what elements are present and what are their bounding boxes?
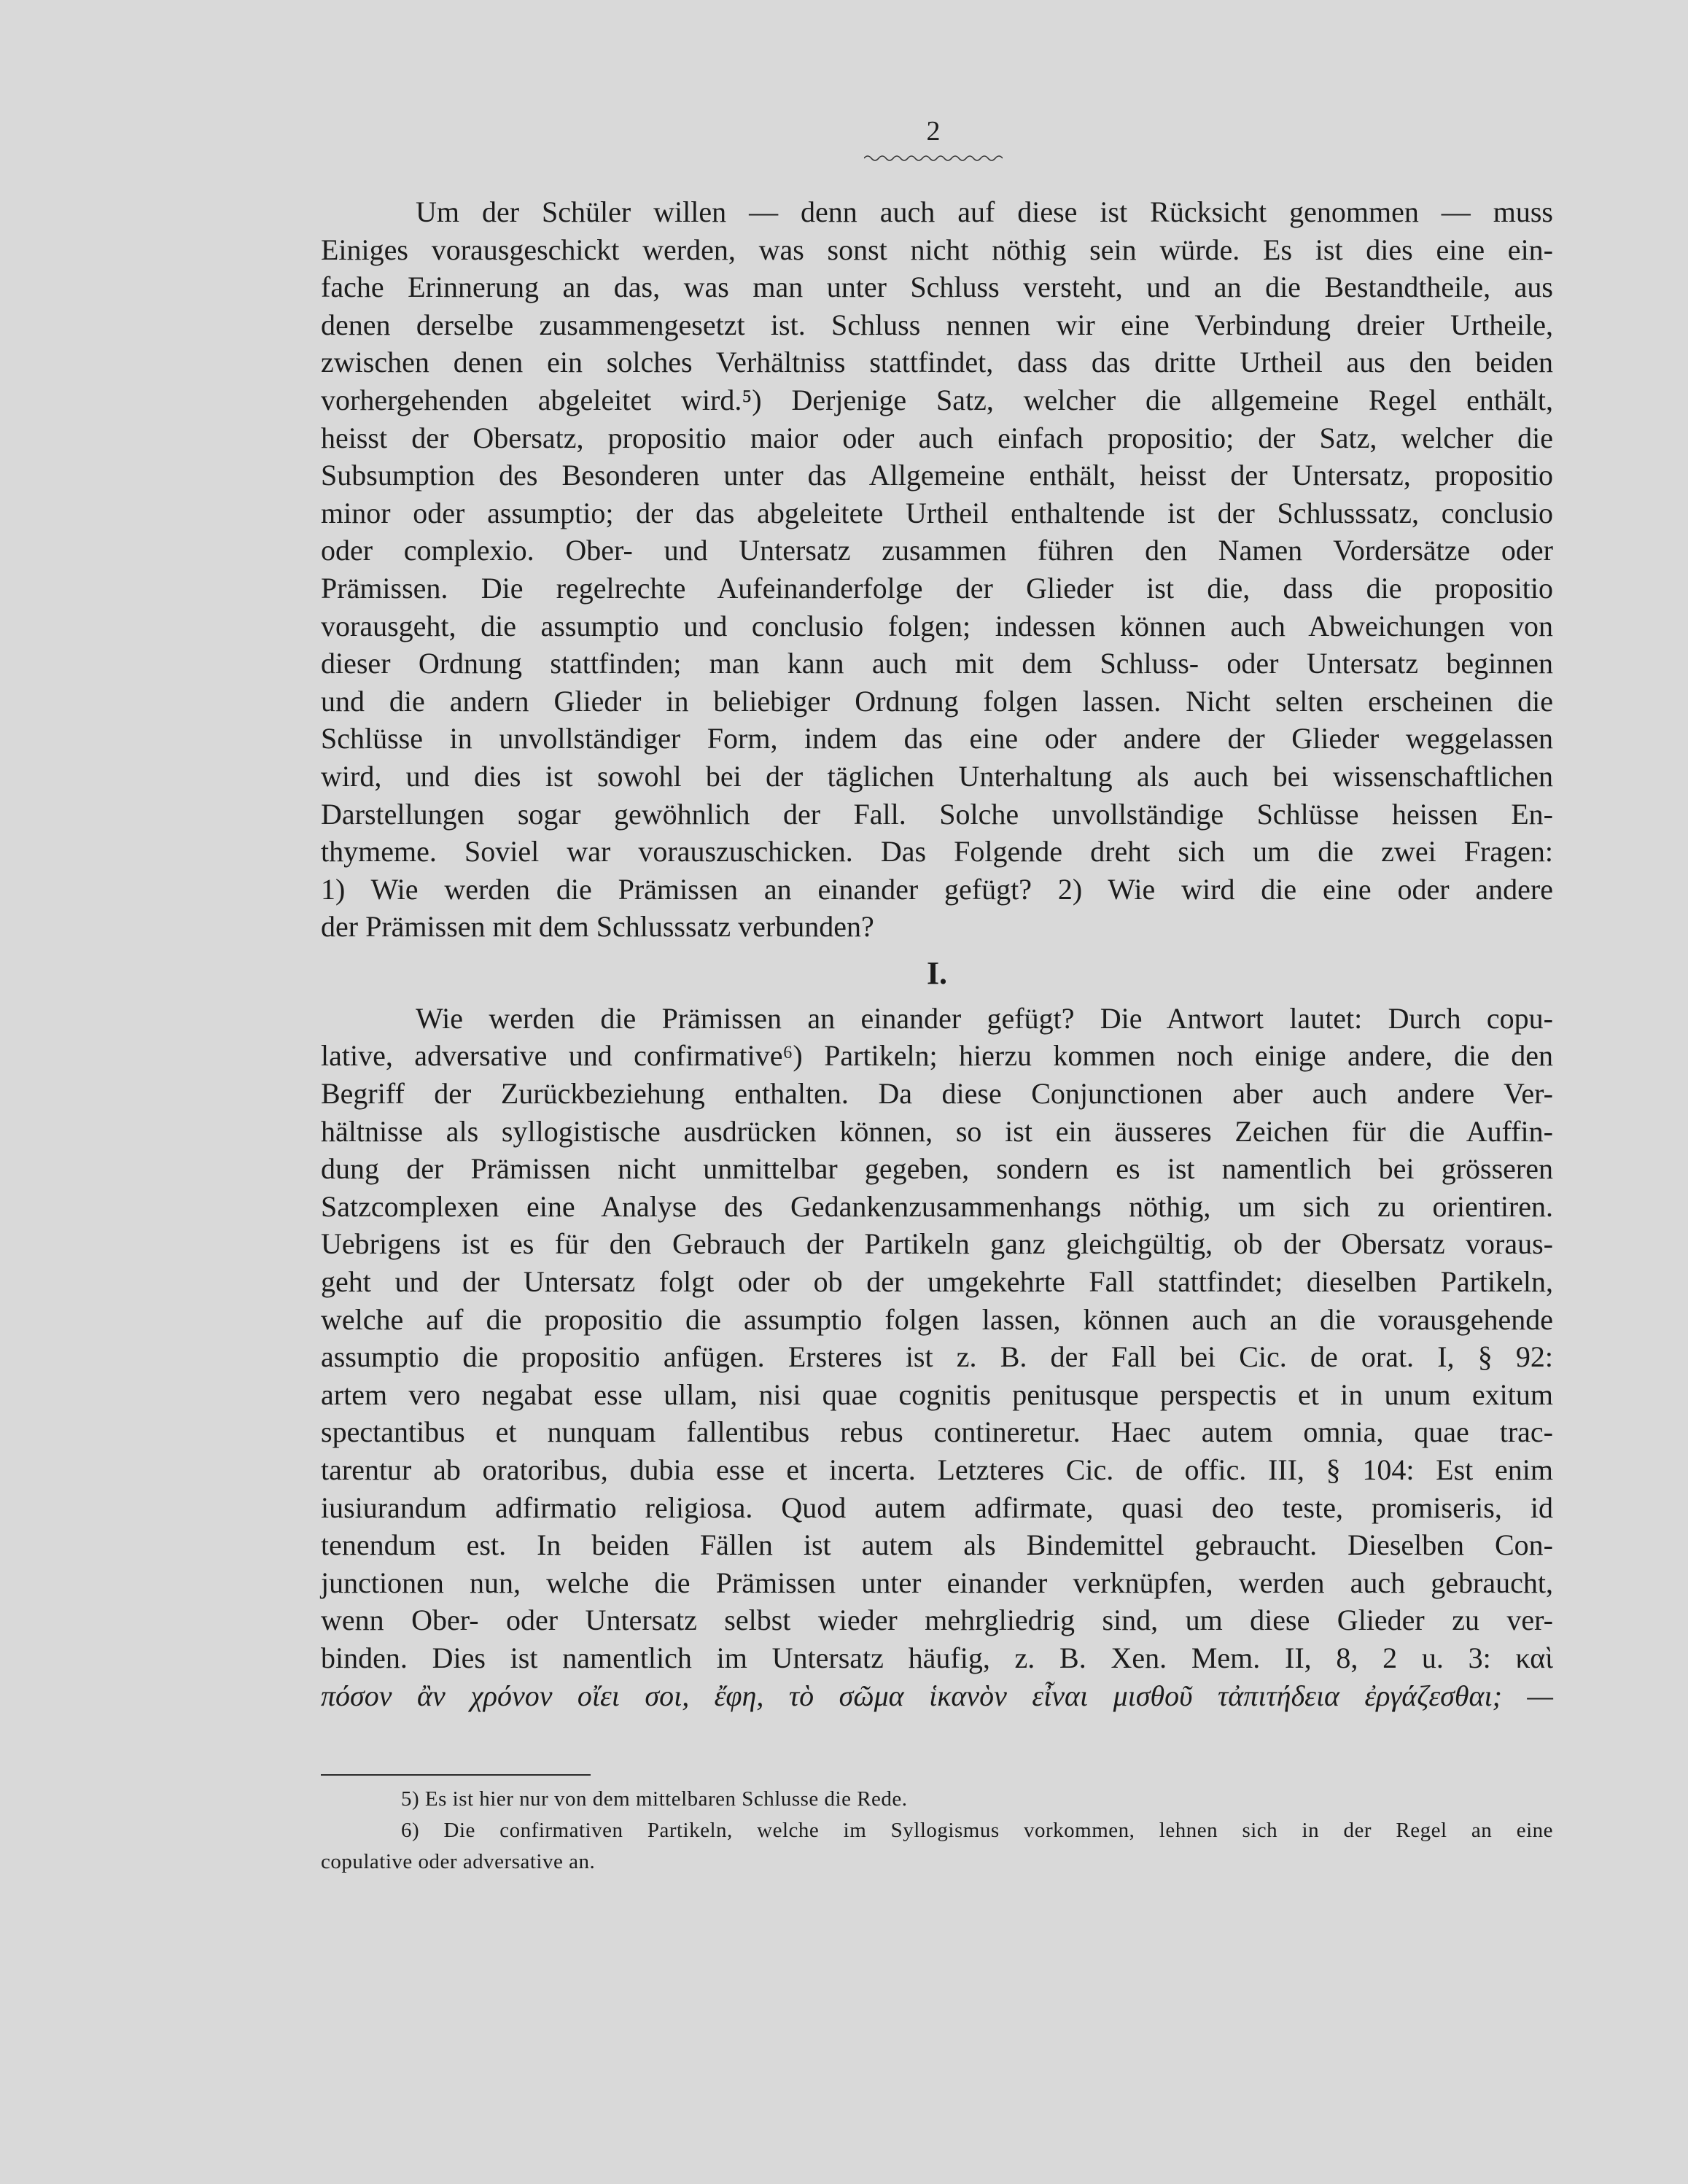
text-line: welche auf die propositio die assumptio folgen lassen, können auch an die vorausgehende [321,1302,1553,1336]
text-line: junctionen nun, welche die Prämissen unter einander verknüpfen, werden auch gebraucht, [321,1566,1553,1599]
text-line: Begriff der Zurückbeziehung enthalten. Da diese Conjunctionen aber auch andere Ver- [321,1077,1553,1111]
text-line: wird, und dies ist sowohl bei der täglichen Unterhaltung als auch bei wissenschaftlichen [321,759,1553,793]
wavy-ornament [864,153,1003,163]
text-line: binden. Dies ist namentlich im Untersatz häufig, z. B. Xen. Mem. II, 8, 2 u. 3: καὶ [321,1641,1553,1674]
text-line: dung der Prämissen nicht unmittelbar gegeben, sondern es ist namentlich bei grösseren [321,1152,1553,1186]
text-line: tarentur ab oratoribus, dubia esse et incerta. Letzteres Cic. de offic. III, § 104: Est enim [321,1453,1553,1486]
text-line: lative, adversative und confirmative⁶) Partikeln; hierzu kommen noch einige andere, die den [321,1039,1553,1073]
text-line: iusiurandum adfirmatio religiosa. Quod autem adfirmate, quasi deo teste, promiseris, id [321,1491,1553,1524]
text-line: artem vero negabat esse ullam, nisi quae cognitis penitusque perspectis et in unum exitum [321,1377,1553,1411]
text-line: hältnisse als syllogistische ausdrücken können, so ist ein äusseres Zeichen für die Auffin- [321,1114,1553,1148]
greek-quotation-line: πόσον ἂν χρόνον οἴει σοι, ἔφη, τὸ σῶμα ἱκανὸν εἶναι μισθοῦ τἀπιτήδεια ἐργάζεσθαι; — [321,1679,1553,1712]
footnotes [321,1784,1553,1878]
text-line: Wie werden die Prämissen an einander gefügt? Die Antwort lautet: Durch copu- [416,1001,1553,1035]
text-line: denen derselbe zusammengesetzt ist. Schluss nennen wir eine Verbindung dreier Urtheile, [321,308,1553,341]
footnote-5: 5) Es ist hier nur von dem mittelbaren Schlusse die Rede. [401,1787,908,1811]
text-line: dieser Ordnung stattfinden; man kann auch mit dem Schluss- oder Untersatz beginnen [321,647,1553,680]
text-line: spectantibus et nunquam fallentibus rebus contineretur. Haec autem omnia, quae trac- [321,1415,1553,1449]
text-line: vorhergehenden abgeleitet wird.⁵) Derjenige Satz, welcher die allgemeine Regel enthält, [321,383,1553,416]
text-line: Uebrigens ist es für den Gebrauch der Partikeln ganz gleichgültig, ob der Obersatz voraus- [321,1227,1553,1261]
intro-paragraph [321,193,1553,946]
text-line: assumptio die propositio anfügen. Ersteres ist z. B. der Fall bei Cic. de orat. I, § 92: [321,1340,1553,1374]
text-line: Einiges vorausgeschickt werden, was sonst nicht nöthig sein würde. Es ist dies eine ein- [321,233,1553,266]
text-line: Schlüsse in unvollständiger Form, indem das eine oder andere der Glieder weggelassen [321,722,1553,755]
section-paragraph [321,1000,1553,1714]
text-line: Um der Schüler willen — denn auch auf diese ist Rücksicht genommen — muss [416,195,1553,228]
text-line: 1) Wie werden die Prämissen an einander gefügt? 2) Wie wird die eine oder andere [321,872,1553,906]
text-line: tenendum est. In beiden Fällen ist autem als Bindemittel gebraucht. Dieselben Con- [321,1528,1553,1562]
text-line: oder complexio. Ober- und Untersatz zusammen führen den Namen Vordersätze oder [321,534,1553,567]
section-heading: I. [926,955,948,991]
text-line: wenn Ober- oder Untersatz selbst wieder mehrgliedrig sind, um diese Glieder zu ver- [321,1604,1553,1637]
text-line: und die andern Glieder in beliebiger Ordnung folgen lassen. Nicht selten erscheinen die [321,684,1553,718]
footnote-6-continuation: copulative oder adversative an. [321,1850,596,1873]
text-line: fache Erinnerung an das, was man unter Schluss versteht, und an die Bestandtheile, aus [321,271,1553,304]
text-line: minor oder assumptio; der das abgeleitete Urtheil enthaltende ist der Schlusssatz, conclusio [321,496,1553,529]
body-text [321,193,1553,1714]
text-line: heisst der Obersatz, propositio maior oder auch einfach propositio; der Satz, welcher die [321,421,1553,454]
text-line: vorausgeht, die assumptio und conclusio folgen; indessen können auch Abweichungen von [321,609,1553,642]
text-line: der Prämissen mit dem Schlusssatz verbunden? [321,910,874,944]
text-line: Satzcomplexen eine Analyse des Gedankenzusammenhangs nöthig, um sich zu orientiren. [321,1189,1553,1223]
footnote-6: 6) Die confirmativen Partikeln, welche im Syllogismus vorkommen, lehnen sich in der Regel an eine [401,1819,1553,1842]
page-number: 2 [926,116,941,147]
text-line: zwischen denen ein solches Verhältniss stattfindet, dass das dritte Urtheil aus den beiden [321,346,1553,379]
text-line: Darstellungen sogar gewöhnlich der Fall. Solche unvollständige Schlüsse heissen En- [321,797,1553,831]
text-line: Prämissen. Die regelrechte Aufeinanderfolge der Glieder ist die, dass die propositio [321,571,1553,605]
text-line: Subsumption des Besonderen unter das Allgemeine enthält, heisst der Untersatz, propositio [321,459,1553,492]
footnote-divider [321,1774,591,1776]
text-line: thymeme. Soviel war vorauszuschicken. Das Folgende dreht sich um die zwei Fragen: [321,835,1553,868]
text-line: geht und der Untersatz folgt oder ob der umgekehrte Fall stattfindet; dieselben Partikeln, [321,1265,1553,1299]
